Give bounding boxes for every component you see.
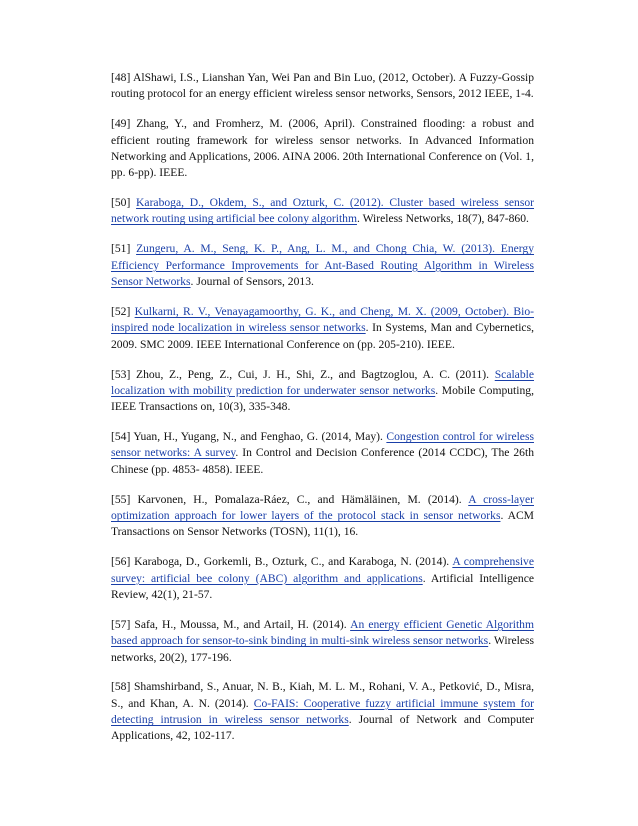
reference-item xyxy=(111,554,534,603)
reference-text: AlShawi, I.S., Lianshan Yan, Wei Pan and Bin Luo, (2012, October). A Fuzzy-Gossip routing protocol for an energy efficient wireless sensor networks, Sensors, 2012 IEEE, 1-4. xyxy=(111,71,534,101)
reference-number: [58] xyxy=(111,680,131,694)
reference-item xyxy=(111,429,534,478)
reference-number: [51] xyxy=(111,242,131,256)
reference-link[interactable]: A cross-layer optimization approach for lower layers of the protocol stack in sensor networks xyxy=(111,492,534,523)
reference-item xyxy=(111,116,534,181)
reference-item xyxy=(111,241,534,290)
reference-number: [57] xyxy=(111,617,131,631)
reference-number: [48] xyxy=(111,71,131,84)
reference-authors: Shamshirband, S., Anuar, N. B., Kiah, M. L. M., Rohani, V. A., Petković, D., Misra, S., and Khan, A. N. (2014). xyxy=(111,680,534,710)
reference-source: . Wireless Networks, 18(7), 847-860. xyxy=(356,212,529,226)
reference-source: . Wireless networks, 20(2), 177-196. xyxy=(111,634,534,664)
reference-text: Zhang, Y., and Fromherz, M. (2006, April). Constrained flooding: a robust and efficient routing framework for wireless sensor networks. In Advanced Information Networking and Applications, 2006. AINA 2006. 20th International Conference on (Vol. 1, pp. 6-pp). IEEE. xyxy=(111,117,534,180)
reference-item xyxy=(111,195,534,228)
reference-number: [52] xyxy=(111,305,131,319)
reference-link[interactable]: Zungeru, A. M., Seng, K. P., Ang, L. M., and Chong Chia, W. (2013). Energy Efficiency Performance Improvements for Ant-Based Routing Algorithm in Wireless Sensor Networks xyxy=(111,242,535,289)
reference-item xyxy=(111,679,534,744)
reference-number: [55] xyxy=(111,492,131,506)
reference-authors: Safa, H., Moussa, M., and Artail, H. (2014). xyxy=(134,617,351,631)
reference-number: [49] xyxy=(111,117,131,131)
reference-source: . Mobile Computing, IEEE Transactions on, 10(3), 335-348. xyxy=(111,383,534,414)
reference-link[interactable]: Scalable localization with mobility prediction for underwater sensor networks xyxy=(111,367,534,397)
reference-source: . In Systems, Man and Cybernetics, 2009. SMC 2009. IEEE International Conference on (pp. 205-210). IEEE. xyxy=(111,321,534,351)
reference-link[interactable]: A comprehensive survey: artificial bee colony (ABC) algorithm and applications xyxy=(111,555,534,585)
reference-item xyxy=(111,70,534,103)
reference-authors: Zhou, Z., Peng, Z., Cui, J. H., Shi, Z., and Bagtzoglou, A. C. (2011). xyxy=(136,367,495,381)
reference-item xyxy=(111,304,534,353)
reference-number: [53] xyxy=(111,367,131,381)
reference-link[interactable]: Kulkarni, R. V., Venayagamoorthy, G. K., and Cheng, M. X. (2009, October). Bio-inspired node localization in wireless sensor networks xyxy=(111,305,534,335)
reference-number: [54] xyxy=(111,430,131,444)
reference-authors: Yuan, H., Yugang, N., and Fenghao, G. (2014, May). xyxy=(133,430,387,444)
reference-item xyxy=(111,492,534,541)
reference-authors: Karvonen, H., Pomalaza-Ráez, C., and Hämäläinen, M. (2014). xyxy=(137,492,469,506)
reference-link[interactable]: Congestion control for wireless sensor networks: A survey xyxy=(111,430,534,460)
reference-source: . Journal of Sensors, 2013. xyxy=(190,275,314,289)
reference-source: . ACM Transactions on Sensor Networks (TOSN), 11(1), 16. xyxy=(111,509,534,539)
reference-list xyxy=(111,70,534,758)
reference-source: . Artificial Intelligence Review, 42(1), 21-57. xyxy=(111,571,534,601)
reference-item xyxy=(111,367,534,416)
reference-number: [56] xyxy=(111,555,131,569)
reference-link[interactable]: Karaboga, D., Okdem, S., and Ozturk, C. (2012). Cluster based wireless sensor network routing using artificial bee colony algorithm xyxy=(111,196,535,226)
reference-item xyxy=(111,617,534,666)
reference-link[interactable]: Co-FAIS: Cooperative fuzzy artificial immune system for detecting intrusion in wireless sensor networks xyxy=(111,696,534,727)
reference-source: . Journal of Network and Computer Applications, 42, 102-117. xyxy=(111,713,535,743)
reference-link[interactable]: An energy efficient Genetic Algorithm based approach for sensor-to-sink binding in multi-sink wireless sensor networks xyxy=(111,617,534,648)
reference-authors: Karaboga, D., Gorkemli, B., Ozturk, C., and Karaboga, N. (2014). xyxy=(134,555,453,569)
reference-source: . In Control and Decision Conference (2014 CCDC), The 26th Chinese (pp. 4853- 4858). IEEE. xyxy=(111,446,534,476)
reference-number: [50] xyxy=(111,196,131,210)
